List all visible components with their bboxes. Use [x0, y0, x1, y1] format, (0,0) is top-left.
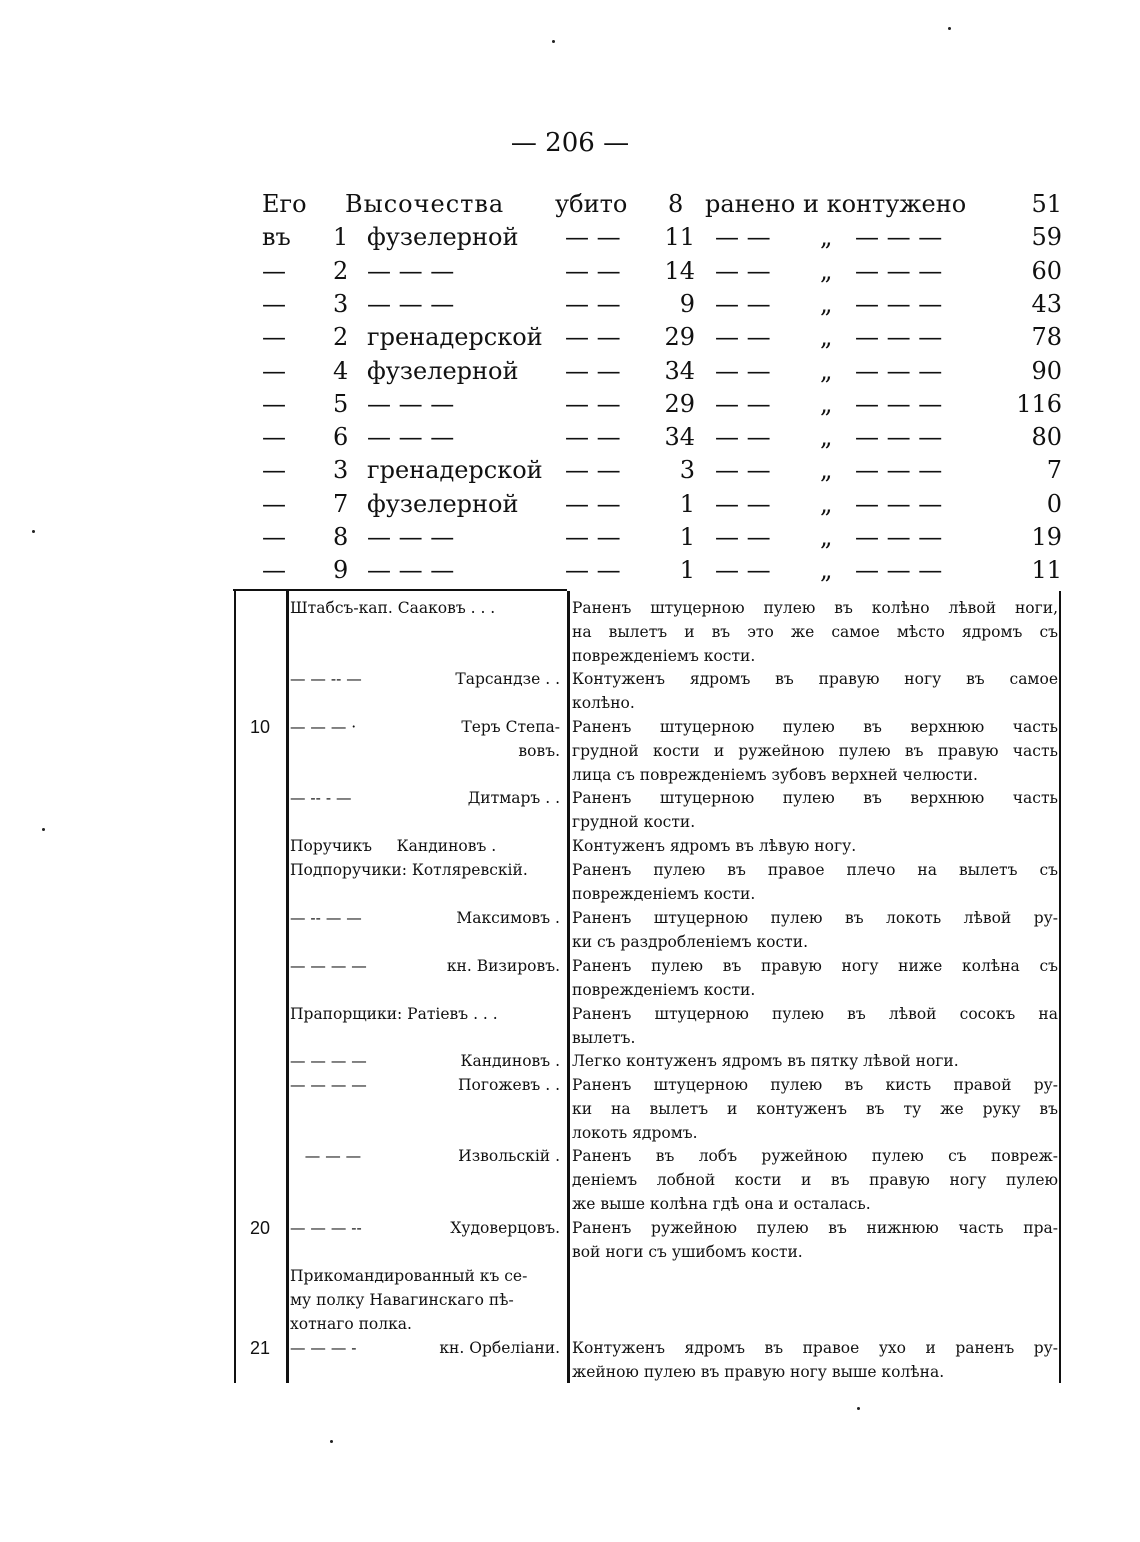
- summary-cell: — — —: [855, 423, 943, 452]
- summary-cell: 11: [1031, 556, 1062, 585]
- summary-cell: „: [820, 256, 833, 285]
- summary-cell: 34: [664, 356, 695, 385]
- summary-cell: 8: [333, 523, 349, 551]
- summary-cell: 29: [664, 389, 695, 418]
- wound-description: [572, 955, 1058, 1003]
- description-line: ки на вылетъ и контуженъ въ ту же руку въ: [572, 1099, 1058, 1118]
- row-number: 10: [249, 717, 271, 737]
- summary-cell: 80: [1031, 423, 1062, 452]
- summary-cell: гренадерской: [367, 323, 543, 352]
- officer-name: [290, 597, 564, 621]
- summary-cell: — —: [715, 223, 771, 252]
- summary-cell: „: [820, 423, 833, 452]
- description-line: же выше колѣна гдѣ она и осталась.: [572, 1194, 871, 1213]
- summary-line: [0, 223, 1140, 257]
- summary-cell: 2: [333, 256, 349, 285]
- summary-cell: — —: [565, 523, 621, 551]
- summary-cell: „: [820, 389, 833, 418]
- ditto-dashes: — -- — —: [290, 909, 362, 927]
- summary-cell: ранено и контужено: [705, 190, 967, 218]
- ditto-dashes: — — — —: [290, 1052, 367, 1070]
- description-line: Раненъ штуцерною пулею въ локоть лѣвой ру-: [572, 909, 1058, 927]
- ditto-dashes: — -- - —: [290, 789, 352, 807]
- name-text: кн. Орбеліани.: [439, 1339, 560, 1357]
- name-text: Кандиновъ .: [460, 1052, 560, 1070]
- summary-cell: — —: [565, 389, 621, 418]
- name-column-divider: [567, 591, 570, 1383]
- description-line: грудной кости и ружейною пулею въ правую часть: [572, 741, 1058, 760]
- summary-cell: —: [262, 389, 286, 418]
- summary-cell: — — —: [855, 356, 943, 385]
- summary-cell: „: [820, 523, 833, 551]
- summary-cell: — —: [715, 389, 771, 418]
- summary-cell: —: [262, 356, 286, 385]
- summary-cell: 1: [679, 556, 695, 585]
- summary-cell: 19: [1031, 523, 1062, 551]
- summary-cell: — —: [565, 356, 621, 385]
- wound-description: [572, 1003, 1058, 1051]
- name-text: Теръ Степа-: [461, 718, 560, 736]
- description-line: деніемъ лобной кости и въ правую ногу пулею: [572, 1170, 1058, 1189]
- summary-cell: — —: [715, 356, 771, 385]
- summary-cell: „: [820, 289, 833, 318]
- summary-cell: — —: [715, 289, 771, 318]
- summary-cell: — — —: [855, 523, 943, 551]
- wound-description: [572, 835, 1058, 859]
- summary-cell: 9: [333, 556, 349, 585]
- summary-cell: 59: [1031, 223, 1062, 252]
- summary-cell: 34: [664, 423, 695, 452]
- description-line: Контуженъ ядромъ въ правое ухо и раненъ ру-: [572, 1339, 1058, 1357]
- wound-description: [572, 597, 1058, 668]
- description-line: Раненъ штуцерною пулею въ кисть правой ру-: [572, 1076, 1058, 1094]
- summary-cell: 8: [668, 190, 684, 218]
- description-line: Раненъ штуцерною пулею въ лѣвой сосокъ на: [572, 1005, 1058, 1023]
- description-line: вой ноги съ ушибомъ кости.: [572, 1242, 803, 1261]
- summary-cell: —: [262, 256, 286, 285]
- summary-cell: фузелерной: [367, 223, 519, 252]
- summary-line: [0, 257, 1140, 291]
- description-line: ки съ раздробленіемъ кости.: [572, 932, 809, 951]
- summary-cell: 3: [679, 456, 695, 485]
- description-line: вылетъ.: [572, 1028, 636, 1047]
- speck: [552, 40, 555, 43]
- summary-cell: — — —: [367, 523, 455, 551]
- summary-cell: — —: [565, 423, 621, 452]
- summary-cell: „: [820, 356, 833, 385]
- name-text: Извольскій .: [458, 1147, 560, 1165]
- summary-cell: 90: [1031, 356, 1062, 385]
- ditto-dashes: — — — -: [290, 1339, 357, 1357]
- description-line: Контуженъ ядромъ въ правую ногу въ самое: [572, 670, 1058, 688]
- summary-cell: — — —: [367, 289, 455, 318]
- description-line: грудной кости.: [572, 812, 696, 831]
- summary-cell: — — —: [855, 489, 943, 518]
- summary-cell: Его: [262, 190, 307, 218]
- summary-line: [0, 323, 1140, 357]
- name-text: кн. Визировъ.: [446, 957, 560, 975]
- ditto-dashes: — — — —: [290, 957, 367, 975]
- summary-cell: — —: [715, 423, 771, 452]
- speck: [42, 828, 45, 831]
- summary-line: [0, 190, 1140, 224]
- summary-cell: 3: [333, 456, 349, 485]
- description-line: Контуженъ ядромъ въ лѣвую ногу.: [572, 837, 857, 855]
- description-line: поврежденіемъ кости.: [572, 646, 756, 665]
- summary-line: [0, 523, 1140, 557]
- name-text: вовъ.: [518, 741, 560, 760]
- ditto-dashes: — — — ·: [290, 718, 357, 736]
- summary-cell: — —: [715, 556, 771, 585]
- summary-cell: 4: [333, 356, 349, 385]
- wound-description: [572, 716, 1058, 787]
- summary-cell: — —: [565, 489, 621, 518]
- description-line: поврежденіемъ кости.: [572, 884, 756, 903]
- officer-name: [290, 1003, 564, 1027]
- summary-cell: 7: [333, 489, 349, 518]
- summary-cell: —: [262, 556, 286, 585]
- table-right-border: [1059, 591, 1061, 1383]
- speck: [948, 27, 951, 30]
- summary-cell: — —: [565, 289, 621, 318]
- ditto-dashes: — — — --: [290, 1219, 362, 1237]
- wound-description: [572, 1050, 1058, 1074]
- wound-description: [572, 907, 1058, 955]
- description-line: колѣно.: [572, 693, 635, 712]
- summary-cell: —: [262, 423, 286, 452]
- description-line: Раненъ штуцерною пулею въ верхнюю часть: [572, 718, 1058, 736]
- summary-cell: 9: [679, 289, 695, 318]
- page-number: — 206 —: [510, 128, 630, 158]
- summary-cell: 1: [333, 223, 349, 252]
- description-line: поврежденіемъ кости.: [572, 980, 756, 999]
- name-text: Штабсъ-кап. Сааковъ . . .: [290, 599, 496, 617]
- summary-cell: — —: [565, 556, 621, 585]
- summary-cell: фузелерной: [367, 356, 519, 385]
- summary-cell: „: [820, 223, 833, 252]
- summary-cell: — —: [715, 523, 771, 551]
- summary-cell: 5: [333, 389, 349, 418]
- officer-name: [290, 1265, 564, 1336]
- summary-line: [0, 357, 1140, 391]
- summary-line: [0, 390, 1140, 424]
- summary-line: [0, 456, 1140, 490]
- summary-cell: 1: [679, 523, 695, 551]
- table-left-border: [234, 591, 236, 1383]
- description-line: жейною пулею въ правую ногу выше колѣна.: [572, 1362, 945, 1381]
- speck: [857, 1407, 860, 1410]
- summary-cell: 3: [333, 289, 349, 318]
- summary-cell: 29: [664, 323, 695, 352]
- description-line: Раненъ въ лобъ ружейною пулею съ повреж-: [572, 1147, 1058, 1165]
- name-line: хотнаго полка.: [290, 1314, 412, 1333]
- summary-cell: 60: [1031, 256, 1062, 285]
- name-line: Прикомандированный къ се-: [290, 1267, 528, 1285]
- summary-cell: въ: [262, 223, 291, 252]
- summary-cell: — — —: [367, 389, 455, 418]
- ditto-dashes: — — -- —: [290, 670, 362, 688]
- name-text: Погожевъ . .: [457, 1076, 560, 1094]
- name-text: Тарсандзе . .: [455, 670, 560, 688]
- summary-cell: „: [820, 456, 833, 485]
- summary-cell: гренадерской: [367, 456, 543, 485]
- name-text: Прапорщики: Ратіевъ . . .: [290, 1005, 498, 1023]
- summary-line: [0, 290, 1140, 324]
- summary-cell: 2: [333, 323, 349, 352]
- summary-cell: —: [262, 456, 286, 485]
- wound-description: [572, 668, 1058, 716]
- summary-cell: — — —: [855, 256, 943, 285]
- summary-cell: — — —: [367, 423, 455, 452]
- summary-line: [0, 556, 1140, 590]
- row-number: 21: [249, 1338, 271, 1358]
- summary-line: [0, 490, 1140, 524]
- wound-description: [572, 859, 1058, 907]
- summary-cell: — —: [565, 223, 621, 252]
- wound-description: [572, 1145, 1058, 1216]
- summary-cell: 6: [333, 423, 349, 452]
- summary-cell: 43: [1031, 289, 1062, 318]
- summary-cell: 7: [1046, 456, 1062, 485]
- officer-name: [290, 859, 564, 883]
- summary-cell: 0: [1046, 489, 1062, 518]
- wound-description: [572, 1217, 1058, 1265]
- summary-cell: — — —: [367, 556, 455, 585]
- description-line: на вылетъ и въ это же самое мѣсто ядромъ съ: [572, 622, 1058, 641]
- summary-cell: — —: [565, 256, 621, 285]
- row-number: 20: [249, 1218, 271, 1238]
- description-line: Раненъ ружейною пулею въ нижнюю часть пра-: [572, 1219, 1058, 1237]
- summary-cell: —: [262, 289, 286, 318]
- summary-cell: 78: [1031, 323, 1062, 352]
- summary-cell: — — —: [367, 256, 455, 285]
- summary-cell: 11: [664, 223, 695, 252]
- summary-cell: — — —: [855, 323, 943, 352]
- name-text: Дитмаръ . .: [467, 789, 560, 807]
- speck: [32, 530, 35, 533]
- summary-cell: 116: [1016, 389, 1062, 418]
- description-line: Раненъ пулею въ правое плечо на вылетъ съ: [572, 861, 1058, 879]
- wound-description: [572, 787, 1058, 835]
- summary-cell: — — —: [855, 456, 943, 485]
- speck: [330, 1440, 333, 1443]
- description-line: лица съ поврежденіемъ зубовъ верхней челюсти.: [572, 765, 978, 784]
- num-column-divider: [286, 591, 289, 1383]
- ditto-dashes: — — —: [290, 1147, 362, 1165]
- summary-cell: — —: [715, 456, 771, 485]
- description-line: Раненъ штуцерною пулею въ верхнюю часть: [572, 789, 1058, 807]
- summary-cell: „: [820, 323, 833, 352]
- description-line: Раненъ штуцерною пулею въ колѣно лѣвой ноги,: [572, 599, 1058, 617]
- name-line: му полку Навагинскаго пѣ-: [290, 1290, 514, 1309]
- wound-description: [572, 1337, 1058, 1385]
- summary-cell: 1: [679, 489, 695, 518]
- summary-cell: — — —: [855, 223, 943, 252]
- summary-cell: 14: [664, 256, 695, 285]
- summary-cell: —: [262, 489, 286, 518]
- name-text: Подпоручики: Котляревскій.: [290, 861, 528, 879]
- description-line: локоть ядромъ.: [572, 1123, 698, 1142]
- summary-cell: Высочества: [345, 190, 505, 218]
- name-text: Худоверцовъ.: [450, 1219, 560, 1237]
- summary-cell: — —: [565, 323, 621, 352]
- table-top-rule: [233, 589, 567, 591]
- officer-name: [290, 835, 564, 859]
- description-line: Легко контуженъ ядромъ въ пятку лѣвой ноги.: [572, 1052, 959, 1070]
- summary-cell: „: [820, 556, 833, 585]
- summary-cell: фузелерной: [367, 489, 519, 518]
- summary-cell: — — —: [855, 289, 943, 318]
- summary-cell: —: [262, 323, 286, 352]
- summary-cell: „: [820, 489, 833, 518]
- summary-cell: —: [262, 523, 286, 551]
- description-line: Раненъ пулею въ правую ногу ниже колѣна съ: [572, 957, 1058, 975]
- summary-cell: — — —: [855, 389, 943, 418]
- name-text: Поручикъ Кандиновъ .: [290, 837, 497, 855]
- wound-description: [572, 1074, 1058, 1145]
- summary-cell: 51: [1031, 190, 1062, 218]
- summary-cell: — —: [715, 489, 771, 518]
- summary-cell: — —: [715, 256, 771, 285]
- summary-cell: убито: [555, 190, 628, 218]
- summary-cell: — —: [565, 456, 621, 485]
- ditto-dashes: — — — —: [290, 1076, 367, 1094]
- summary-cell: — — —: [855, 556, 943, 585]
- summary-line: [0, 423, 1140, 457]
- summary-cell: — —: [715, 323, 771, 352]
- name-text: Максимовъ .: [456, 909, 560, 927]
